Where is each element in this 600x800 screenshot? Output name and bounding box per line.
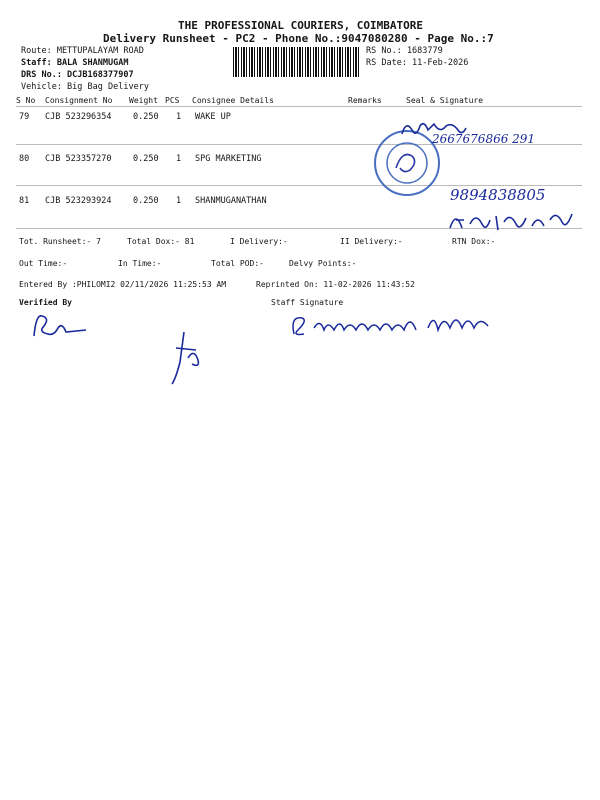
row-pcs: 1 xyxy=(176,154,182,164)
row-consignee: SHANMUGANATHAN xyxy=(195,196,267,206)
header-divider xyxy=(16,106,582,107)
row-consignment: CJB 523357270 xyxy=(45,154,112,164)
out-time: Out Time:- xyxy=(19,259,68,268)
staff-signature xyxy=(288,304,508,344)
staff-label: Staff: BALA SHANMUGAM xyxy=(21,58,129,68)
consignee-signature-tamil xyxy=(446,206,576,236)
in-time: In Time:- xyxy=(118,259,162,268)
row-consignee: WAKE UP xyxy=(195,112,231,122)
tot-runsheet: Tot. Runsheet:- 7 xyxy=(19,237,101,246)
row-pcs: 1 xyxy=(176,112,182,122)
row-sno: 79 xyxy=(19,112,30,122)
row-weight: 0.250 xyxy=(133,196,159,206)
i-delivery: I Delivery:- xyxy=(230,237,288,246)
header-pcs: PCS xyxy=(165,96,180,105)
rtn-dox: RTN Dox:- xyxy=(452,237,496,246)
rs-date: RS Date: 11-Feb-2026 xyxy=(366,58,469,68)
row-sno: 81 xyxy=(19,196,30,206)
handwritten-phone-2: 9894838805 xyxy=(450,186,546,204)
vehicle-label: Vehicle: Big Bag Delivery xyxy=(21,82,149,92)
reprinted-on: Reprinted On: 11-02-2026 11:43:52 xyxy=(256,280,415,289)
row-weight: 0.250 xyxy=(133,154,159,164)
row-consignee: SPG MARKETING xyxy=(195,154,262,164)
row-consignment: CJB 523293924 xyxy=(45,196,112,206)
header-sno: S No xyxy=(16,96,36,105)
entered-by: Entered By :PHILOMI2 02/11/2026 11:25:53 AM xyxy=(19,280,227,289)
barcode xyxy=(233,47,361,77)
row-weight: 0.250 xyxy=(133,112,159,122)
ii-delivery: II Delivery:- xyxy=(340,237,403,246)
header-weight: Weight xyxy=(129,96,158,105)
total-pod: Total POD:- xyxy=(211,259,264,268)
route-label: Route: METTUPALAYAM ROAD xyxy=(21,46,144,56)
initials-scribble xyxy=(166,328,206,388)
header-consignee: Consignee Details xyxy=(192,96,274,105)
row-pcs: 1 xyxy=(176,196,182,206)
rs-number: RS No.: 1683779 xyxy=(366,46,443,56)
handwritten-phone-1: 2667676866 291 xyxy=(432,132,536,146)
delvy-points: Delvy Points:- xyxy=(289,259,357,268)
verified-by-label: Verified By xyxy=(19,298,72,307)
total-dox: Total Dox:- 81 xyxy=(127,237,195,246)
row-sno: 80 xyxy=(19,154,30,164)
drs-number: DRS No.: DCJB168377907 xyxy=(21,70,134,80)
verified-by-signature xyxy=(28,306,98,346)
header-remarks: Remarks xyxy=(348,96,382,105)
row-consignment: CJB 523296354 xyxy=(45,112,112,122)
runsheet-title: Delivery Runsheet - PC2 - Phone No.:9047080280 - Page No.:7 xyxy=(103,32,494,45)
company-name: THE PROFESSIONAL COURIERS, COIMBATORE xyxy=(178,19,424,32)
header-seal-signature: Seal & Signature xyxy=(406,96,484,105)
staff-signature-label: Staff Signature xyxy=(271,298,344,307)
header-consignment: Consignment No xyxy=(45,96,113,105)
